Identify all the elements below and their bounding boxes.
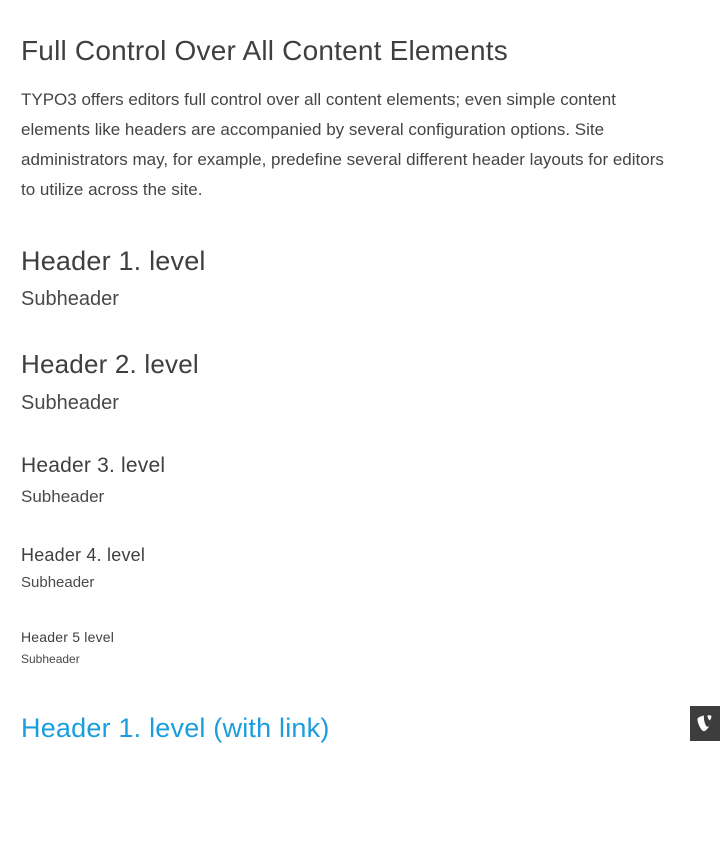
page-title: Full Control Over All Content Elements: [21, 35, 508, 66]
subheader: Subheader: [21, 651, 80, 666]
subheader: Subheader: [21, 288, 119, 311]
linked-header-heading: [21, 712, 672, 744]
subheader: Subheader: [21, 574, 95, 592]
subheader: Subheader: [21, 391, 119, 414]
header-4-level: Header 4. level: [21, 544, 146, 565]
header-2-level: Header 2. level: [21, 349, 199, 380]
subheader: Subheader: [21, 486, 105, 506]
header-example-level-4: [21, 545, 672, 594]
header-example-level-5: [21, 629, 672, 668]
intro-paragraph: TYPO3 offers editors full control over all content elements; even simple content elements like headers are accompanied by several configuration options. Site administrators may, for example, predefine several different header layouts for editors to utilize across the site.: [21, 90, 664, 199]
typo3-logo-icon: [697, 714, 714, 733]
header-example-level-3: [21, 453, 672, 509]
header-1-level-link[interactable]: Header 1. level (with link): [21, 712, 330, 743]
header-5-level: Header 5 level: [21, 629, 115, 646]
header-1-level: Header 1. level: [21, 246, 206, 276]
typo3-admin-panel-toggle[interactable]: [690, 706, 720, 741]
header-example-level-1: [21, 245, 672, 313]
header-3-level: Header 3. level: [21, 453, 166, 477]
header-example-level-2: [21, 349, 672, 416]
